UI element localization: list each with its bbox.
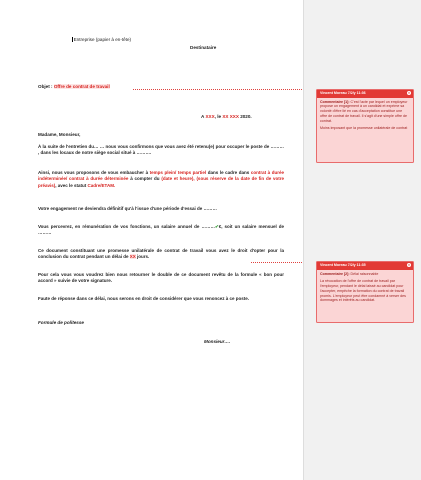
p4-b: €, soit un salaire mensuel de ……… xyxy=(38,224,284,236)
date-place[interactable]: XXX xyxy=(205,114,215,119)
p2-worktime[interactable]: temps plein/ temps partiel xyxy=(149,170,207,175)
comment-1-note: Moins imposant que la promesse unilatérale de contrat xyxy=(320,126,408,131)
date-prefix: A xyxy=(201,114,206,119)
p5-a: Ce document constituant une promesse unilatérale de contrat de travail vous avez le droit d'opter pour la conclusion du contrat pendant un délai de xyxy=(38,248,284,260)
paragraph-1: À la suite de l'entretien du… … nous vous confirmons que vous avez été retenu(e) pour occuper le poste de ……… , dans les locaux de notre siège social situé à ………. xyxy=(38,144,284,156)
comment-2-label: Commentaire [2]: xyxy=(320,271,350,276)
p2-contract-type[interactable]: contrat à durée indéterminée/ contrat à durée déterminée xyxy=(38,170,284,182)
p2-c: dans le cadre dans xyxy=(206,170,251,175)
comment-1-header xyxy=(317,90,413,98)
date-mid: , le xyxy=(214,114,223,119)
signature: Monsieur…. xyxy=(204,339,231,344)
paragraph-2 xyxy=(38,170,284,189)
comment-1-text: C'est l'acte par lequel un employeur propose un engagement à un candidat et exprime sa volonté d'être lié en cas d'acceptation constitue une offre de contrat de travail. Il s'agit d'une simple offre de contrat. xyxy=(320,99,408,123)
comment-2-note: La révocation de l'offre de contrat de travail par l'employeur, pendant le délai laissé au candidat pour l'accepter, empêche la formation du contrat de travail promis. L'employeur peut être condamné à verser des dommages et intérêts au candidat. xyxy=(320,279,406,303)
text-cursor xyxy=(72,37,73,42)
checkmark-icon: ✔ xyxy=(214,224,219,229)
comment-2-header xyxy=(317,262,413,270)
objet-value[interactable]: Offre de contrat de travail xyxy=(53,84,110,89)
company-header-line xyxy=(72,37,131,43)
p2-start-date[interactable]: (date et heure), (sous réserve de la date de fin de votre préavis) xyxy=(38,176,284,188)
comment-1-author: Vincent Moreau 7/2/y 11:36 xyxy=(320,91,366,95)
comments-pane xyxy=(303,0,421,480)
company-header: Entreprise (papier à en-tête) xyxy=(73,37,132,42)
objet-label: Objet : xyxy=(38,84,53,89)
paragraph-5 xyxy=(38,248,284,261)
comment-2-text: Délai raisonnable xyxy=(349,271,379,276)
date-value[interactable]: XX XXX xyxy=(222,114,239,119)
paragraph-3: Votre engagement ne deviendra définitif qu'à l'issue d'une période d'essai de ……… xyxy=(38,206,217,211)
close-icon[interactable]: × xyxy=(407,262,411,267)
objet-line xyxy=(38,84,110,90)
comment-2-body xyxy=(317,270,413,309)
p2-e: à compter du xyxy=(128,176,162,182)
comment-2-author: Vincent Moreau 7/2/y 11:35 xyxy=(320,263,366,267)
comment-2[interactable] xyxy=(316,261,414,323)
paragraph-6: Pour cela vous vous voudrez bien nous retourner le double de ce document revêtu de la formule « bon pour accord » suivie de votre signature. xyxy=(38,272,284,284)
p2-g: , avec le statut xyxy=(55,182,88,188)
p4-a: Vous percevrez, en rémunération de vos fonctions, un salaire annuel de ……… xyxy=(38,224,215,229)
date-line xyxy=(201,114,252,120)
p5-c: jours. xyxy=(135,254,150,260)
politeness-formula: Formule de politesse xyxy=(38,320,84,325)
comment-1-body xyxy=(317,98,413,137)
comment-1-leader xyxy=(133,89,316,90)
p5-delay[interactable]: XX xyxy=(129,254,136,260)
date-year: 2020. xyxy=(238,114,252,119)
p2-status[interactable]: Cadre/ETAM. xyxy=(87,182,116,188)
paragraph-7: Faute de réponse dans ce délai, nous serons en droit de considérer que vous renoncez à ce poste. xyxy=(38,296,250,301)
close-icon[interactable]: × xyxy=(407,90,411,95)
salutation: Madame, Monsieur, xyxy=(38,132,81,137)
comment-1[interactable] xyxy=(316,89,414,163)
paragraph-4 xyxy=(38,224,284,237)
comment-1-label: Commentaire [1]: xyxy=(320,99,350,104)
addressee: Destinataire xyxy=(190,45,217,50)
p2-a: Ainsi, nous vous proposons de vous embaucher à xyxy=(38,170,150,175)
